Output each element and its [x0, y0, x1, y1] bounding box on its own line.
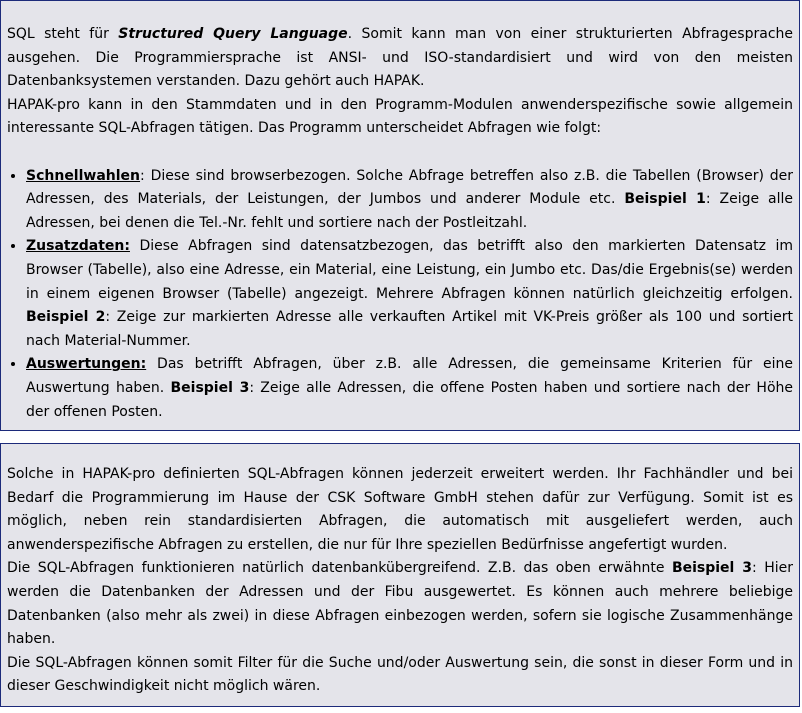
example-2-label: Beispiel 2: [26, 309, 106, 326]
hapak-queries-paragraph: HAPAK-pro kann in den Stammdaten und in den Programm-Modulen anwenderspezifische sowie allgemein interessante SQL-Abfragen tätigen. Das Programm unterscheidet Abfragen wie folgt:: [7, 96, 793, 137]
example-1-label: Beispiel 1: [624, 191, 706, 208]
example-3-label: Beispiel 3: [170, 379, 250, 396]
structured-query-language-term: Structured Query Language: [118, 26, 348, 42]
filter-paragraph: Die SQL-Abfragen können somit Filter für die Suche und/oder Auswertung sein, die sonst in dieser Form und in dieser Geschwindigkeit nicht möglich wären.: [7, 654, 793, 695]
list-item-zusatzdaten: • Zusatzdaten: Diese Abfragen sind datensatzbezogen, das betrifft also den markierten Datensatz im Browser (Tabelle), also eine Adresse, ein Material, eine Leistung, ein Jumbo etc. Das/die Ergebnis(se) werden in einem eigenen Browser (Tabelle) angezeigt. Mehrere Abfragen können natürlich gleichzeitig erfolgen. Beispiel 2: Zeige zur markierten Adresse alle verkauften Artikel mit VK-Preis größer als 100 und sortiert nach Material-Nummer.: [26, 235, 793, 353]
auswertungen-term: Auswertungen:: [26, 356, 147, 373]
cross-database-paragraph: Die SQL-Abfragen funktionieren natürlich datenbankübergreifend. Z.B. das oben erwähnte Beispiel 3: Hier werden die Datenbanken der Adressen und der Fibu ausgewertet. Es können auch mehrere beliebige Datenbanken (also mehr als zwei) in diese Abfragen einbezogen werden, sofern sie logische Zusammenhänge haben.: [7, 560, 794, 648]
example-3-reference: Beispiel 3: [671, 560, 753, 577]
query-types-list: [7, 165, 793, 425]
list-item-auswertungen: • Auswertungen: Das betrifft Abfragen, über z.B. alle Adressen, die gemeinsame Kriterien für eine Auswertung haben. Beispiel 3: Zeige alle Adressen, die offene Posten haben und sortiere nach der Höhe der offenen Posten.: [26, 353, 793, 424]
extension-paragraph: Solche in HAPAK-pro definierten SQL-Abfragen können jederzeit erweitert werden. Ihr Fachhändler und bei Bedarf die Programmierung im Hause der CSK Software GmbH stehen dafür zur Verfügung. Somit ist es möglich, neben rein standardisierten Abfragen, die automatisch mit ausgeliefert werden, auch anwenderspezifische Abfragen zu erstellen, die nur für Ihre speziellen Bedürfnisse angefertigt wurden.: [7, 466, 793, 553]
zusatzdaten-term: Zusatzdaten:: [26, 238, 130, 255]
sql-definition-paragraph: SQL steht für Structured Query Language. Somit kann man von einer strukturierten Abfragesprache ausgehen. Die Programmiersprache ist ANSI- und ISO-standardisiert und wird von den meisten Datenbanksystemen verstanden. Dazu gehört auch HAPAK.: [7, 26, 793, 90]
sql-extension-panel: [0, 443, 800, 707]
list-item-schnellwahlen: • Schnellwahlen: Diese sind browserbezogen. Solche Abfrage betreffen also z.B. die Tabellen (Browser) der Adressen, des Materials, der Leistungen, der Jumbos und anderer Module etc. Beispiel 1: Zeige alle Adressen, bei denen die Tel.-Nr. fehlt und sortiere nach der Postleitzahl.: [26, 165, 793, 236]
schnellwahlen-term: Schnellwahlen: [26, 167, 141, 184]
